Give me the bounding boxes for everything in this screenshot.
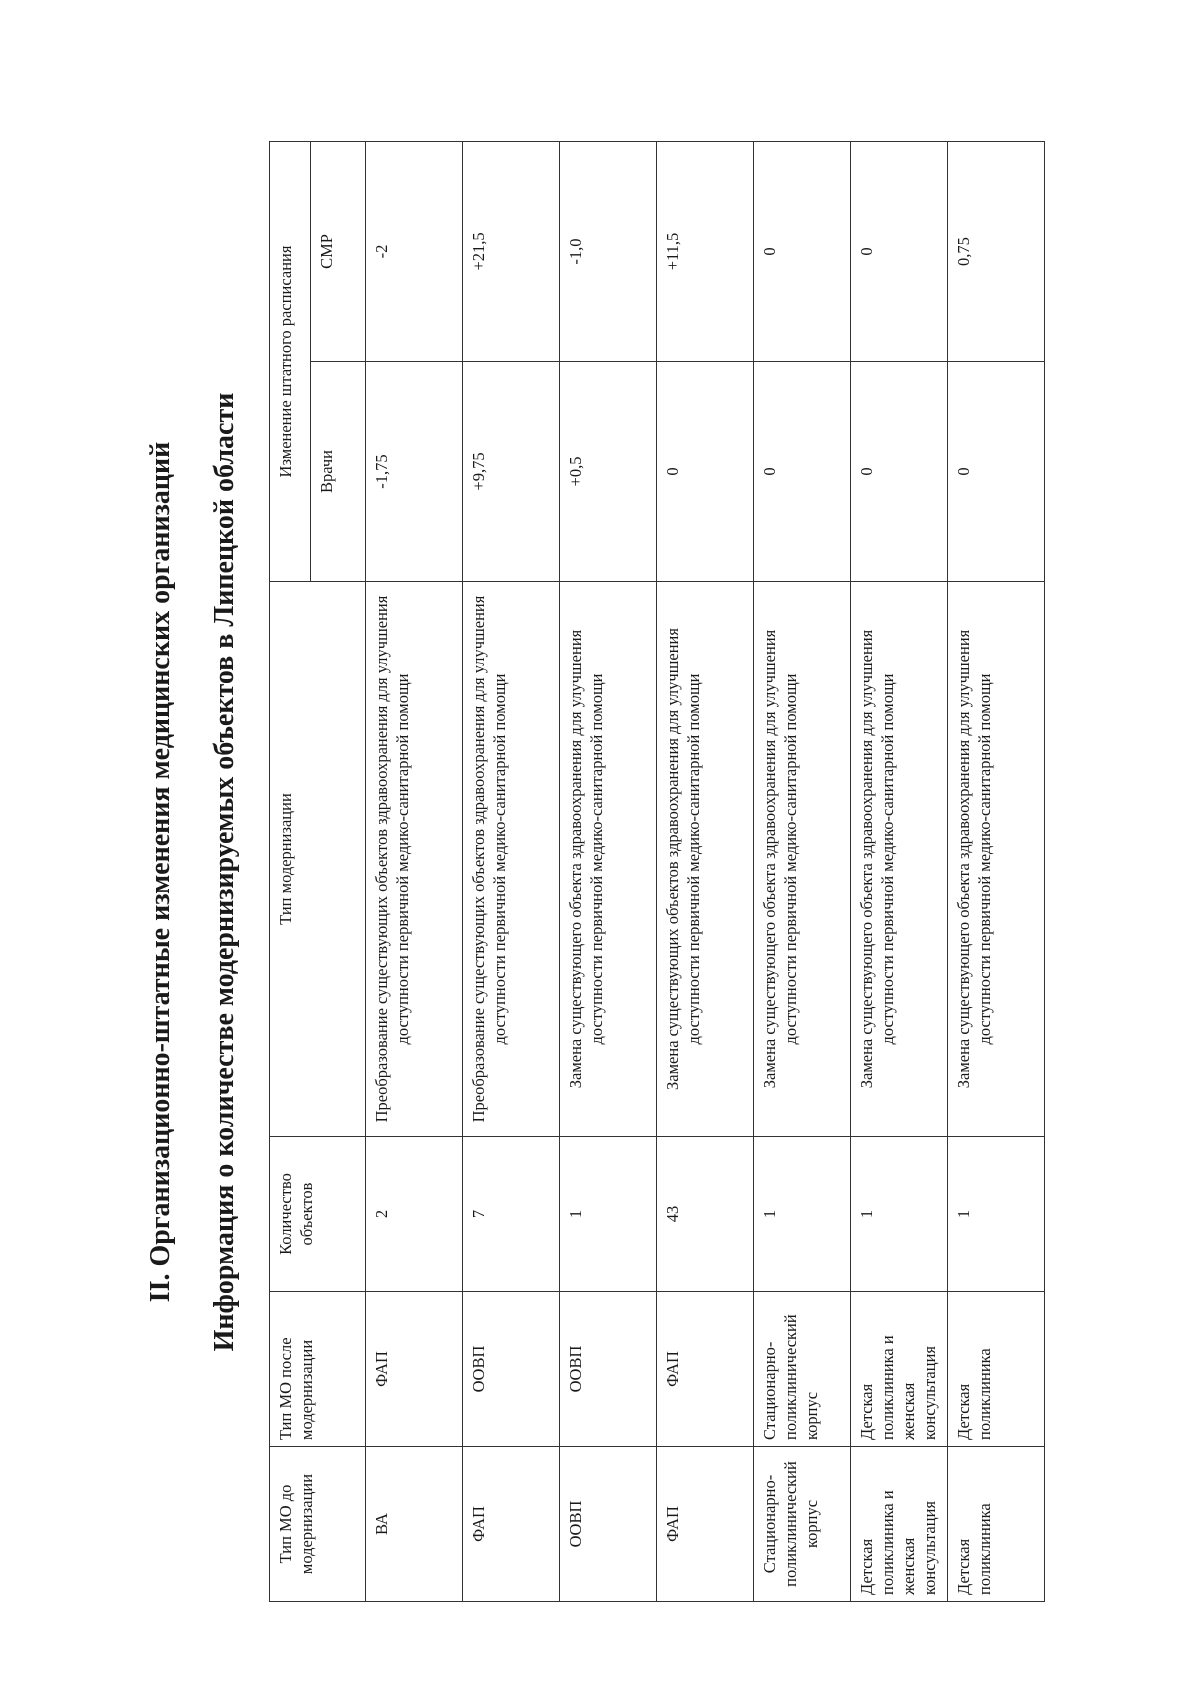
cell-mod-type: Замена существующего объекта здравоохранения для улучшения доступности первичной медико-санитарной помощи [754,582,851,1137]
section-heading: II. Организационно-штатные изменения медицинских организаций [145,441,176,1303]
cell-doctors: +0,5 [560,362,657,582]
cell-doctors: 0 [754,362,851,582]
header-doctors: Врачи [311,362,366,582]
header-staff-change: Изменение штатного расписания [270,141,311,581]
cell-type-after: ООВП [463,1292,560,1447]
cell-smr: +11,5 [657,141,754,361]
cell-smr: 0 [754,141,851,361]
cell-doctors: 0 [948,362,1045,582]
rotated-document [141,142,1061,1602]
cell-count: 1 [754,1137,851,1292]
cell-mod-type: Преобразование существующих объектов здравоохранения для улучшения доступности первичной медико-санитарной помощи [463,582,560,1137]
cell-mod-type: Замена существующего объекта здравоохранения для улучшения доступности первичной медико-санитарной помощи [851,582,948,1137]
header-smr: СМР [311,141,366,361]
cell-smr: -2 [366,141,463,361]
cell-smr: 0,75 [948,141,1045,361]
cell-type-after: Стационарно-поликлинический корпус [754,1292,851,1447]
cell-type-after: ООВП [560,1292,657,1447]
cell-doctors: 0 [657,362,754,582]
header-mod-type: Тип модернизации [270,582,366,1137]
cell-type-after: Детская поликлиника и женская консультация [851,1292,948,1447]
cell-type-before: Стационарно-поликлинический корпус [754,1447,851,1602]
cell-type-after: Детская поликлиника [948,1292,1045,1447]
cell-type-after: ФАП [366,1292,463,1447]
cell-mod-type: Замена существующего объекта здравоохранения для улучшения доступности первичной медико-санитарной помощи [948,582,1045,1137]
table-row [560,141,657,1601]
table-row [366,141,463,1601]
header-type-after: Тип МО после модернизации [270,1292,366,1447]
table-title: Информация о количестве модернизируемых объектов в Липецкой области [209,392,240,1352]
cell-count: 2 [366,1137,463,1292]
cell-mod-type: Преобразование существующих объектов здравоохранения для улучшения доступности первичной медико-санитарной помощи [366,582,463,1137]
modernization-table [269,141,1045,1602]
table-row [463,141,560,1601]
cell-type-before: ФАП [463,1447,560,1602]
table-row [657,141,754,1601]
cell-type-before: Детская поликлиника [948,1447,1045,1602]
cell-smr: -1,0 [560,141,657,361]
header-count: Количество объектов [270,1137,366,1292]
cell-type-after: ФАП [657,1292,754,1447]
cell-mod-type: Замена существующего объекта здравоохранения для улучшения доступности первичной медико-санитарной помощи [560,582,657,1137]
cell-type-before: ФАП [657,1447,754,1602]
header-row [270,141,311,1601]
cell-smr: +21,5 [463,141,560,361]
table-row [948,141,1045,1601]
cell-type-before: ООВП [560,1447,657,1602]
table-row [851,141,948,1601]
cell-type-before: Детская поликлиника и женская консультация [851,1447,948,1602]
cell-count: 1 [851,1137,948,1292]
cell-count: 43 [657,1137,754,1292]
cell-count: 1 [560,1137,657,1292]
cell-doctors: 0 [851,362,948,582]
cell-count: 1 [948,1137,1045,1292]
cell-count: 7 [463,1137,560,1292]
cell-type-before: ВА [366,1447,463,1602]
cell-doctors: -1,75 [366,362,463,582]
cell-doctors: +9,75 [463,362,560,582]
table-row [754,141,851,1601]
cell-smr: 0 [851,141,948,361]
header-type-before: Тип МО до модернизации [270,1447,366,1602]
cell-mod-type: Замена существующих объектов здравоохранения для улучшения доступности первичной медико-санитарной помощи [657,582,754,1137]
